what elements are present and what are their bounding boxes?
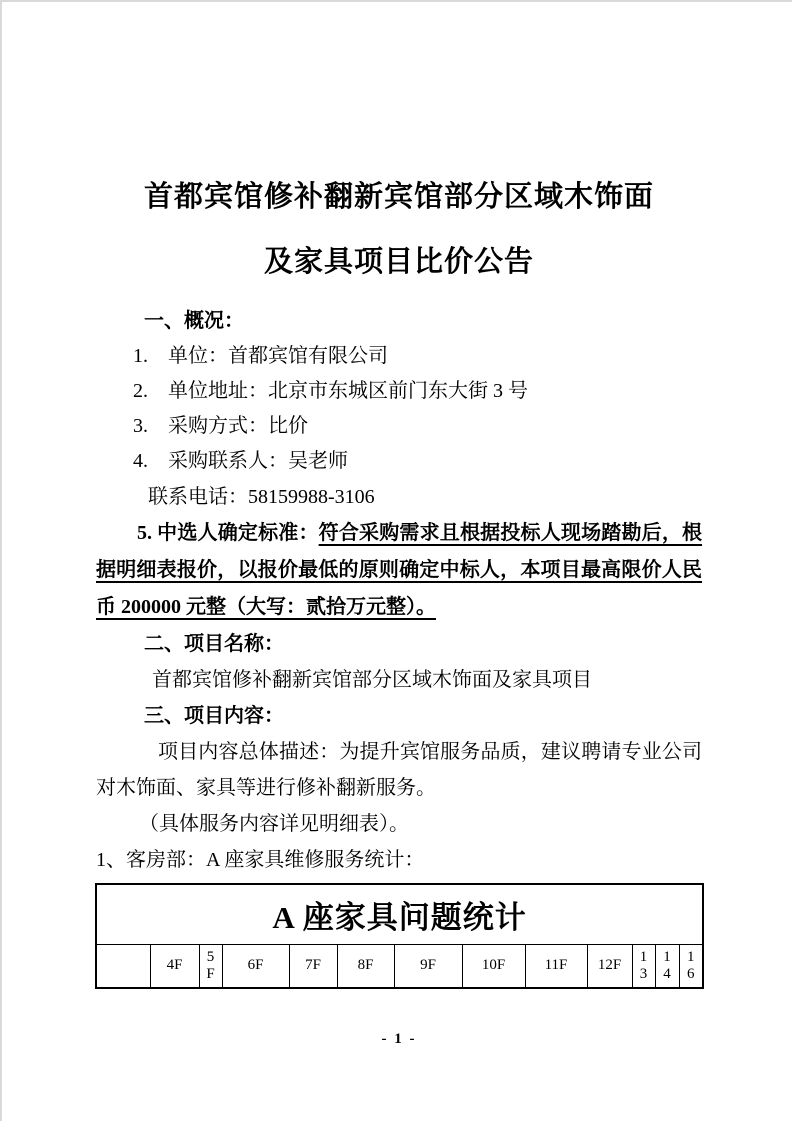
header-cell-9f: 9F — [394, 944, 462, 988]
clause-label: 5. 中选人确定标准： — [137, 522, 319, 544]
project-description-paragraph: 项目内容总体描述：为提升宾馆服务品质，建议聘请专业公司对木饰面、家具等进行修补翻新服务。 — [96, 741, 702, 799]
header-cell-13: 13 — [632, 944, 655, 988]
furniture-problem-table — [95, 883, 704, 989]
list-item-text: 单位地址：北京市东城区前门东大街 3 号 — [168, 380, 528, 402]
list-item-text: 采购联系人：吴老师 — [168, 450, 348, 472]
header-cell-11f: 11F — [525, 944, 587, 988]
section-heading-overview: 一、概况： — [144, 310, 244, 332]
table-title: A 座家具问题统计 — [96, 884, 703, 944]
list-item-unit — [96, 339, 702, 374]
header-cell-10f: 10F — [462, 944, 525, 988]
list-item-method — [96, 409, 702, 444]
list-item-number: 3. — [133, 415, 148, 437]
list-item-contact — [96, 444, 702, 479]
selection-criteria-clause — [96, 515, 702, 626]
list-item-address — [96, 374, 702, 409]
header-cell-4f: 4F — [150, 944, 199, 988]
header-cell-16: 16 — [679, 944, 703, 988]
list-item-text: 单位：首都宾馆有限公司 — [168, 345, 388, 367]
list-item-number: 2. — [133, 380, 148, 402]
contact-phone-line: 联系电话：58159988-3106 — [148, 486, 375, 508]
header-cell-empty — [96, 944, 150, 988]
table-title-row — [96, 884, 703, 944]
page-number-footer: - 1 - — [381, 1031, 417, 1047]
clause-underlined-text: 符合采购需求且根据投标人现场踏勘后，根据明细表报价，以报价最低的原则确定中标人，本项目最高限价人民币 200000 元整（大写：贰拾万元整）。 — [96, 522, 703, 618]
list-item-number: 4. — [133, 450, 148, 472]
table-header-row — [96, 944, 703, 988]
section-heading-project-content: 三、项目内容： — [144, 705, 284, 727]
list-item-number: 1. — [133, 345, 148, 367]
header-cell-8f: 8F — [337, 944, 394, 988]
header-cell-12f: 12F — [587, 944, 632, 988]
overview-list — [96, 339, 702, 479]
document-title-line2: 及家具项目比价公告 — [263, 246, 534, 278]
document-content — [96, 179, 702, 1048]
section-heading-project-name: 二、项目名称： — [144, 633, 284, 655]
header-cell-14: 14 — [655, 944, 679, 988]
detail-note-paragraph: （具体服务内容详见明细表）。 — [139, 813, 409, 835]
header-cell-7f: 7F — [289, 944, 337, 988]
document-title-line1: 首都宾馆修补翻新宾馆部分区域木饰面 — [143, 181, 654, 213]
table-intro-line: 1、客房部：A 座家具维修服务统计： — [96, 849, 425, 871]
header-cell-5f: 5F — [199, 944, 222, 988]
header-cell-6f: 6F — [222, 944, 289, 988]
project-name-content: 首都宾馆修补翻新宾馆部分区域木饰面及家具项目 — [152, 669, 592, 691]
list-item-text: 采购方式：比价 — [168, 415, 308, 437]
